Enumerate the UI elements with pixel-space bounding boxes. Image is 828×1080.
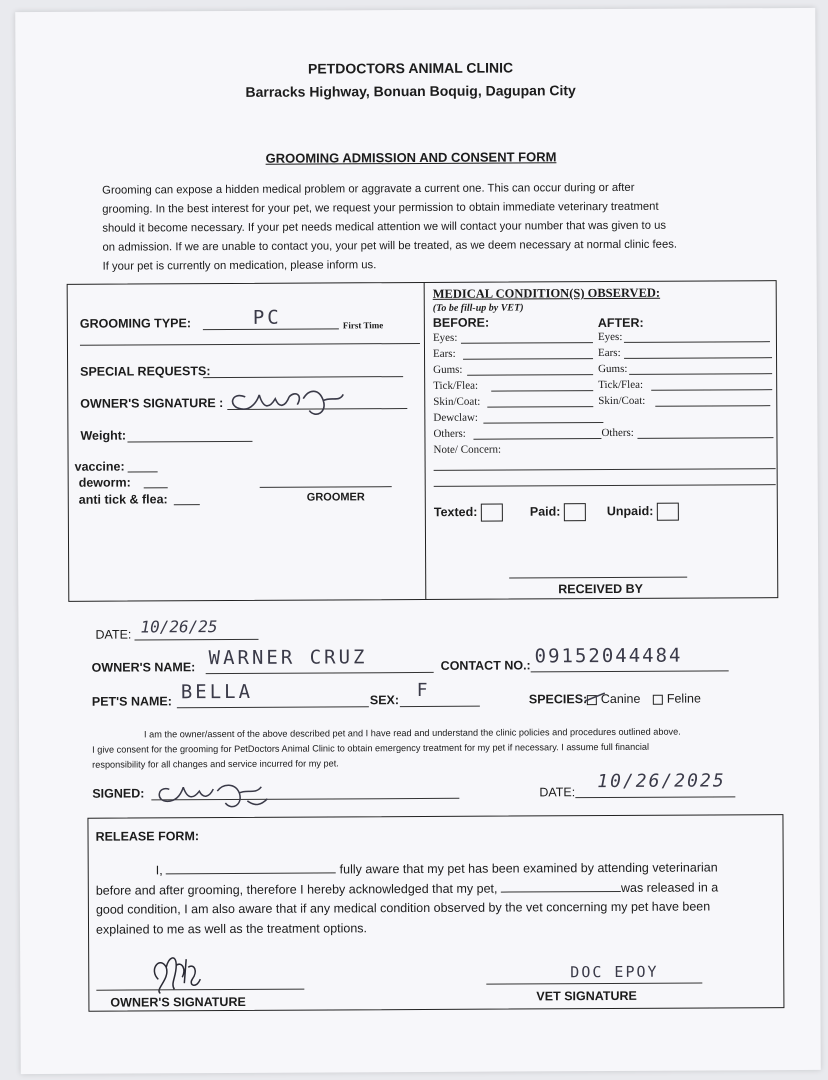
after-skin-label: Skin/Coat: [598,394,646,408]
after-ears-label: Ears: [597,346,621,360]
date-line [135,639,259,641]
release-name-blank[interactable] [166,862,336,874]
texted-label: Texted: [433,504,478,520]
canine-check-mark [583,689,607,705]
sex-label: SEX: [369,693,400,708]
release-line-3: good condition, I am also aware that if any medical condition observed by the vet concerning my pet have been [95,899,711,917]
received-by-label: RECEIVED BY [558,581,644,597]
release-line2-head: before and after grooming, therefore I hereby acknowledged that my pet, [95,881,498,898]
clinic-name: PETDOCTORS ANIMAL CLINIC [307,59,514,77]
consent-line: I give consent for the grooming for PetDoctors Animal Clinic to obtain emergency treatment for my pet if necessary. I assume full financial [92,741,650,755]
after-label: AFTER: [597,315,644,331]
signed-label: SIGNED: [92,786,145,801]
after-eyes-label: Eyes: [597,330,623,344]
owner-signature-scribble [223,380,353,421]
unpaid-label: Unpaid: [606,504,654,519]
sex-line [400,706,480,707]
intro-line: on admission. If we are unable to contact you, your pet will be treated, as we deem necessary at normal clinic fees. [102,238,678,254]
paid-label: Paid: [529,504,561,519]
owner-name-line [206,672,434,674]
consent-paragraph [92,724,768,773]
owner-name-value[interactable]: WARNER CRUZ [208,646,368,670]
grooming-type-value[interactable]: PC [252,306,282,329]
before-gums-label: Gums: [433,363,463,376]
after-gums-label: Gums: [598,362,628,376]
release-i-label: I, [155,863,163,878]
feline-label: Feline [666,691,701,706]
vet-name-handwritten: DOC EPOY [570,962,659,982]
weight-label: Weight: [80,428,127,443]
groomer-label: GROOMER [306,491,365,504]
signed-date-label: DATE: [539,785,576,800]
release-form-title: RELEASE FORM: [95,829,200,844]
owner-name-label: OWNER'S NAME: [91,660,196,675]
release-owner-signature-scribble [146,949,206,999]
vaccine-line [128,471,158,472]
before-eyes-label: Eyes: [432,331,458,344]
before-tick-label: Tick/Flea: [433,379,479,392]
pet-name-line [177,706,369,708]
signed-date-line [575,796,735,798]
release-owner-signature-label: OWNER'S SIGNATURE [110,994,246,1010]
date-value[interactable]: 10/26/25 [140,617,218,637]
release-line-4: explained to me as well as the treatment options. [95,920,368,937]
vaccine-label: vaccine: [74,459,125,474]
date-label: DATE: [95,627,132,642]
after-tick-label: Tick/Flea: [598,378,644,392]
anti-tick-label: anti tick & flea: [78,492,168,507]
unpaid-checkbox[interactable] [656,503,678,521]
intro-line: should it become necessary. If your pet needs medical attention we will contact your number that was given to us [102,219,667,235]
clinic-address: Barracks Highway, Bonuan Boquig, Dagupan City [245,82,576,100]
release-line2-tail: was released in a [620,879,719,895]
consent-line: responsibility for all changes and service incurred for my pet. [92,758,339,770]
texted-checkbox[interactable] [480,504,502,522]
signed-signature-scribble [151,777,281,818]
species-label: SPECIES: [528,692,588,707]
unpaid-field[interactable] [607,503,679,521]
deworm-label: deworm: [78,475,131,490]
species-feline-option[interactable] [653,692,701,706]
before-label: BEFORE: [432,315,490,330]
consent-line: I am the owner/assent of the above described pet and I have read and understand the clinic policies and procedures outlined above. [143,726,681,740]
signed-date-value[interactable]: 10/26/2025 [597,770,726,793]
pet-name-value[interactable]: BELLA [180,680,254,704]
contact-label: CONTACT NO.: [440,658,531,673]
texted-field[interactable] [434,504,503,522]
paid-field[interactable] [530,503,586,521]
owners-signature-label: OWNER'S SIGNATURE : [80,396,224,411]
note-concern-label: Note/ Concern: [433,443,502,456]
form-title: GROOMING ADMISSION AND CONSENT FORM [265,149,557,166]
sex-value[interactable]: F [416,679,431,702]
after-others-label: Others: [601,426,634,440]
medical-subtitle: (To be fill-up by VET) [432,302,524,314]
special-requests-label: SPECIAL REQUESTS: [80,364,211,379]
release-line1-tail: fully aware that my pet has been examined by attending veterinarian [339,860,718,877]
first-time-label: First Time [342,320,384,331]
vet-signature-label: VET SIGNATURE [536,988,637,1004]
contact-line [531,670,729,672]
before-ears-label: Ears: [432,347,456,360]
canine-label: Canine [600,691,641,707]
feline-checkbox[interactable] [653,694,663,704]
intro-line: If your pet is currently on medication, please inform us. [102,259,377,273]
before-others-label: Others: [433,427,466,440]
pet-name-label: PET'S NAME: [91,694,172,709]
intro-line: grooming. In the best interest for your pet, we request your permission to obtain immediate veterinary treatment [102,200,659,216]
contact-value[interactable]: 09152044484 [534,644,683,668]
paid-checkbox[interactable] [563,503,585,521]
anti-tick-line [174,504,200,505]
grooming-type-label: GROOMING TYPE: [79,316,192,331]
intro-paragraph [102,178,742,276]
intro-line: Grooming can expose a hidden medical problem or aggravate a current one. This can occur during or after [102,181,635,197]
consent-form-paper [15,8,821,1074]
release-pet-blank[interactable] [501,880,621,892]
before-dewclaw-label: Dewclaw: [433,411,478,424]
release-paragraph [96,858,776,940]
before-skin-label: Skin/Coat: [433,395,481,408]
medical-title: MEDICAL CONDITION(S) OBSERVED: [432,285,661,301]
deworm-line [144,487,168,488]
